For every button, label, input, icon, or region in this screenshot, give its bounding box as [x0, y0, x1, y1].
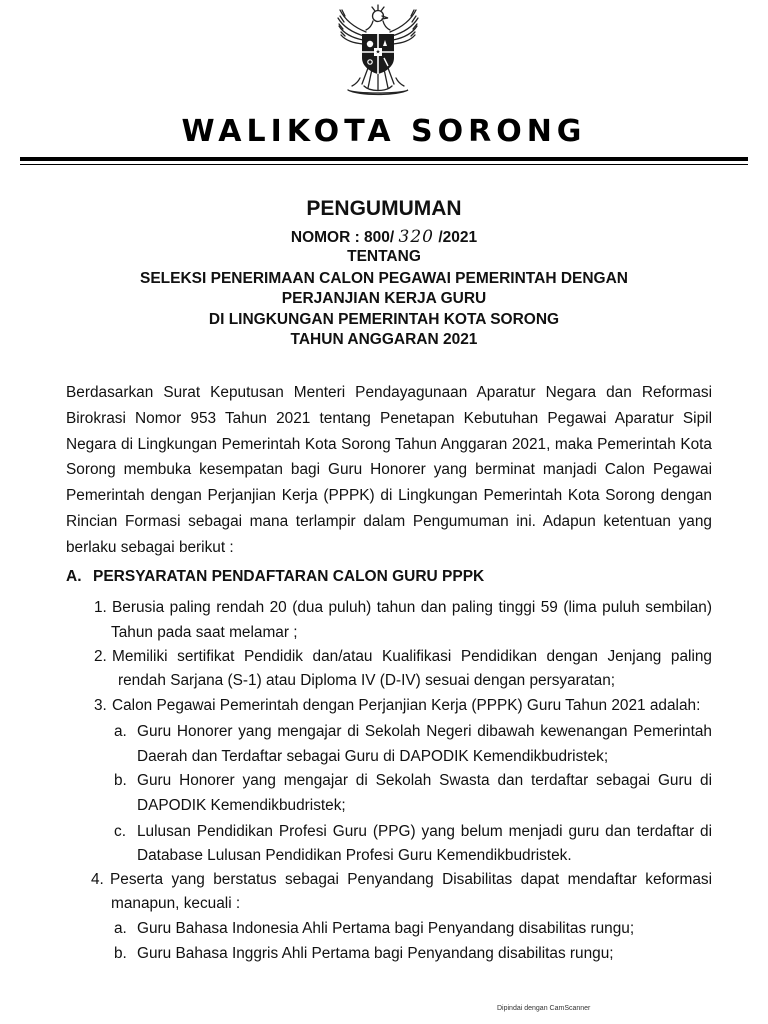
number-prefix: NOMOR : 800/ — [290, 229, 395, 246]
item-number: 2. — [94, 648, 107, 665]
subitem-text: Guru Bahasa Indonesia Ahli Pertama bagi Penyandang disabilitas rungu; — [137, 920, 635, 937]
subitem-letter: b. — [114, 772, 127, 789]
subject-line: DI LINGKUNGAN PEMERINTAH KOTA SORONG — [208, 310, 560, 328]
garuda-pancasila-emblem — [318, 2, 438, 102]
document-number — [0, 227, 768, 247]
handwritten-number: 320 — [398, 227, 434, 247]
subitem-text: DAPODIK Kemendikbudristek; — [137, 797, 346, 814]
letterhead-title: WALIKOTA SORONG — [181, 114, 587, 149]
subitem-text: Guru Honorer yang mengajar di Sekolah Negeri dibawah kewenangan Pemerintah — [137, 723, 712, 740]
number-suffix: /2021 — [438, 229, 478, 246]
subitem-letter: c. — [114, 823, 126, 840]
item-text: Tahun pada saat melamar ; — [111, 624, 298, 641]
section-letter: A. — [66, 568, 82, 585]
item-text: rendah Sarjana (S-1) atau Diploma IV (D-IV) sesuai dengan persyaratan; — [118, 672, 616, 689]
subitem-letter: a. — [114, 723, 127, 740]
subject-block — [0, 269, 768, 350]
subitem-text: Guru Honorer yang mengajar di Sekolah Swasta dan terdaftar sebagai Guru di — [137, 772, 712, 789]
subitem-text: Guru Bahasa Inggris Ahli Pertama bagi Penyandang disabilitas rungu; — [137, 945, 614, 962]
subject-line: TAHUN ANGGARAN 2021 — [290, 330, 478, 348]
item-text: manapun, kecuali : — [111, 895, 241, 912]
intro-paragraph: Berdasarkan Surat Keputusan Menteri Pendayagunaan Aparatur Negara dan Reformasi Birokrasi Nomor 953 Tahun 2021 tentang Penetapan Kebutuhan Pegawai Aparatur Sipil Negara di Lingkungan Pemerintah Kota Sorong Tahun Anggaran 2021, maka Pemerintah Kota Sorong membuka kesempatan bagi Guru Honorer yang berminat manjadi Calon Pegawai Pemerintah dengan Perjanjian Kerja (PPPK) di Lingkungan Pemerintah Kota Sorong dengan Rincian Formasi sebagai mana terlampir dalam Pengumuman ini. Adapun ketentuan yang berlaku sebagai berikut : — [66, 384, 712, 556]
about-label: TENTANG — [347, 248, 421, 265]
section-a-heading — [66, 568, 484, 586]
letterhead-rule-thin — [20, 164, 748, 165]
subitem-text: Database Lulusan Pendidikan Profesi Guru Kemendikbudristek. — [137, 847, 572, 864]
scanner-watermark: Dipindai dengan CamScanner — [497, 1005, 591, 1012]
subitem-text: Lulusan Pendidikan Profesi Guru (PPG) yang belum menjadi guru dan terdaftar di — [137, 823, 712, 840]
subject-line: SELEKSI PENERIMAAN CALON PEGAWAI PEMERINTAH DENGAN — [139, 270, 628, 287]
item-text: Peserta yang berstatus sebagai Penyandang Disabilitas dapat mendaftar keformasi — [110, 871, 712, 888]
item-number: 1. — [94, 599, 107, 616]
item-number: 3. — [94, 697, 107, 714]
subitem-text: Daerah dan Terdaftar sebagai Guru di DAPODIK Kemendikbudristek; — [137, 748, 609, 765]
item-text: Calon Pegawai Pemerintah dengan Perjanjian Kerja (PPPK) Guru Tahun 2021 adalah: — [112, 697, 701, 714]
section-title: PERSYARATAN PENDAFTARAN CALON GURU PPPK — [93, 568, 485, 585]
letterhead-rule-thick — [20, 157, 748, 161]
item-text: Berusia paling rendah 20 (dua puluh) tahun dan paling tinggi 59 (lima puluh sembilan) — [112, 599, 712, 616]
subitem-letter: a. — [114, 920, 127, 937]
document-type: PENGUMUMAN — [306, 197, 462, 220]
item-number: 4. — [91, 871, 104, 888]
subject-line: PERJANJIAN KERJA GURU — [281, 290, 487, 308]
subitem-letter: b. — [114, 945, 127, 962]
item-text: Memiliki sertifikat Pendidik dan/atau Kualifikasi Pendidikan dengan Jenjang paling — [112, 648, 712, 665]
